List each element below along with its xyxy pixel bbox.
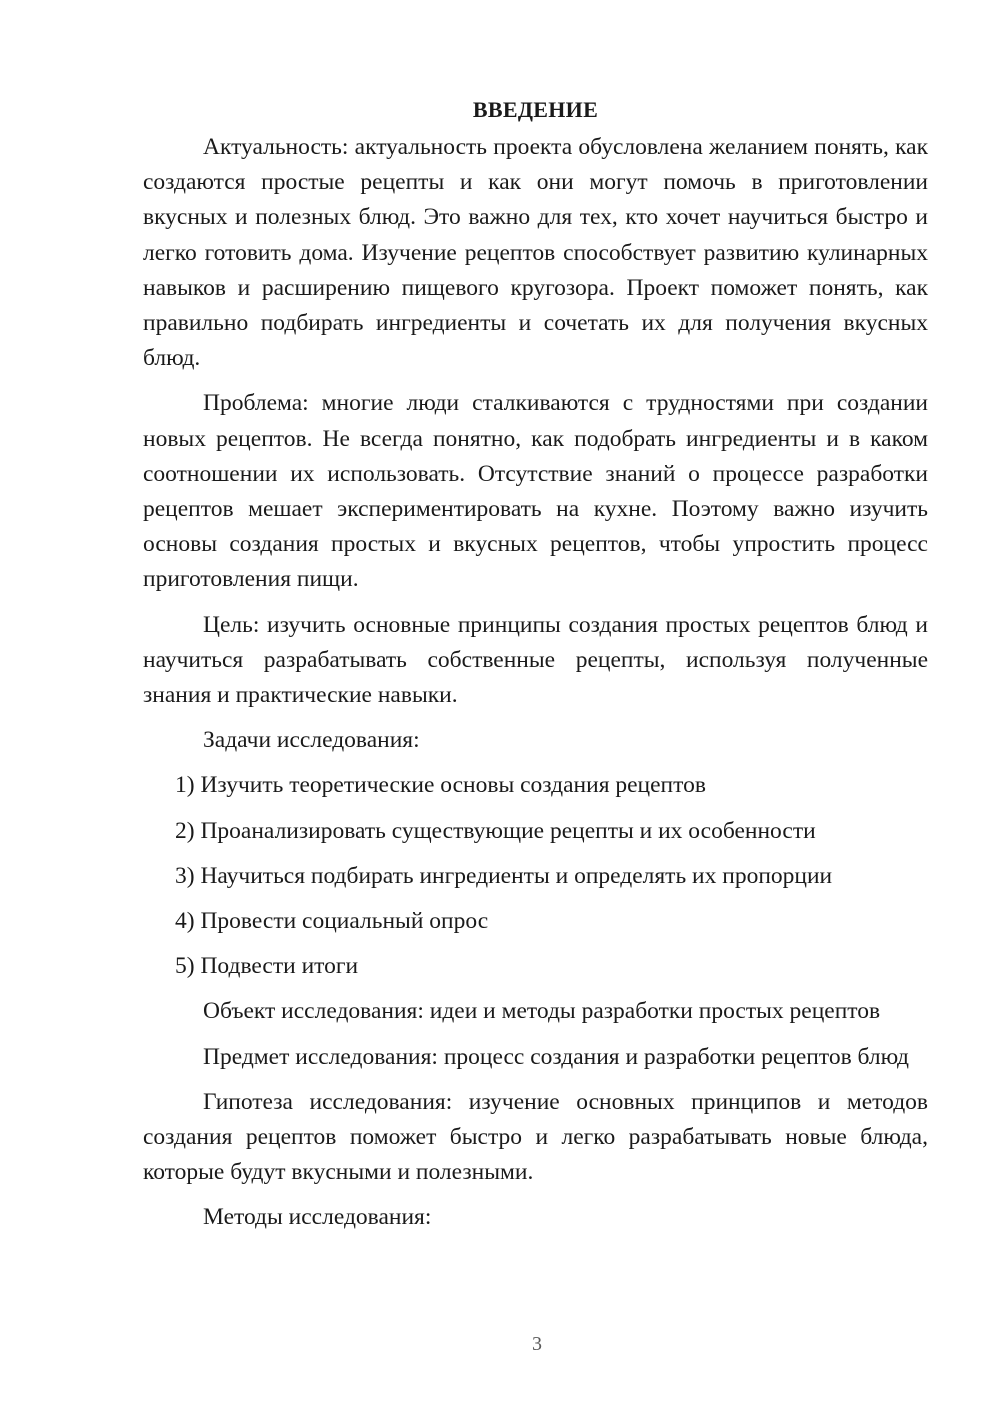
subject-paragraph: Предмет исследования: процесс создания и разработки рецептов блюд	[203, 1043, 909, 1070]
task-item: 4) Провести социальный опрос	[175, 908, 489, 935]
goal-paragraph: Цель: изучить основные принципы создания простых рецептов блюд и научиться разрабатывать собственные рецепты, используя полученные знания и практические навыки.	[143, 611, 928, 709]
document-title: ВВЕДЕНИЕ	[472, 97, 599, 122]
task-item: 2) Проанализировать существующие рецепты и их особенности	[175, 817, 816, 844]
tasks-list	[143, 768, 928, 984]
methods-heading: Методы исследования:	[203, 1204, 432, 1231]
page-content	[143, 92, 928, 1246]
page-number: 3	[532, 1333, 542, 1355]
problem-paragraph: Проблема: многие люди сталкиваются с трудностями при создании новых рецептов. Не всегда понятно, как подобрать ингредиенты и в каком соотношении их использовать. Отсутствие знаний о процессе разработки рецептов мешает экспериментировать на кухне. Поэтому важно изучить основы создания простых и вкусных рецептов, чтобы упростить процесс приготовления пищи.	[143, 390, 928, 593]
task-item: 1) Изучить теоретические основы создания рецептов	[175, 772, 706, 799]
task-item: 5) Подвести итоги	[175, 953, 359, 980]
relevance-paragraph: Актуальность: актуальность проекта обусловлена желанием понять, как создаются простые рецепты и как они могут помочь в приготовлении вкусных и полезных блюд. Это важно для тех, кто хочет научиться быстро и легко готовить дома. Изучение рецептов способствует развитию кулинарных навыков и расширению пищевого кругозора. Проект поможет понять, как правильно подбирать ингредиенты и сочетать их для получения вкусных блюд.	[143, 134, 928, 372]
task-item: 3) Научиться подбирать ингредиенты и определять их пропорции	[175, 862, 833, 889]
page-number-container	[0, 1333, 1000, 1356]
tasks-heading: Задачи исследования:	[203, 727, 420, 754]
hypothesis-paragraph: Гипотеза исследования: изучение основных принципов и методов создания рецептов поможет быстро и легко разрабатывать новые блюда, которые будут вкусными и полезными.	[143, 1088, 928, 1186]
object-paragraph: Объект исследования: идеи и методы разработки простых рецептов	[203, 998, 881, 1025]
